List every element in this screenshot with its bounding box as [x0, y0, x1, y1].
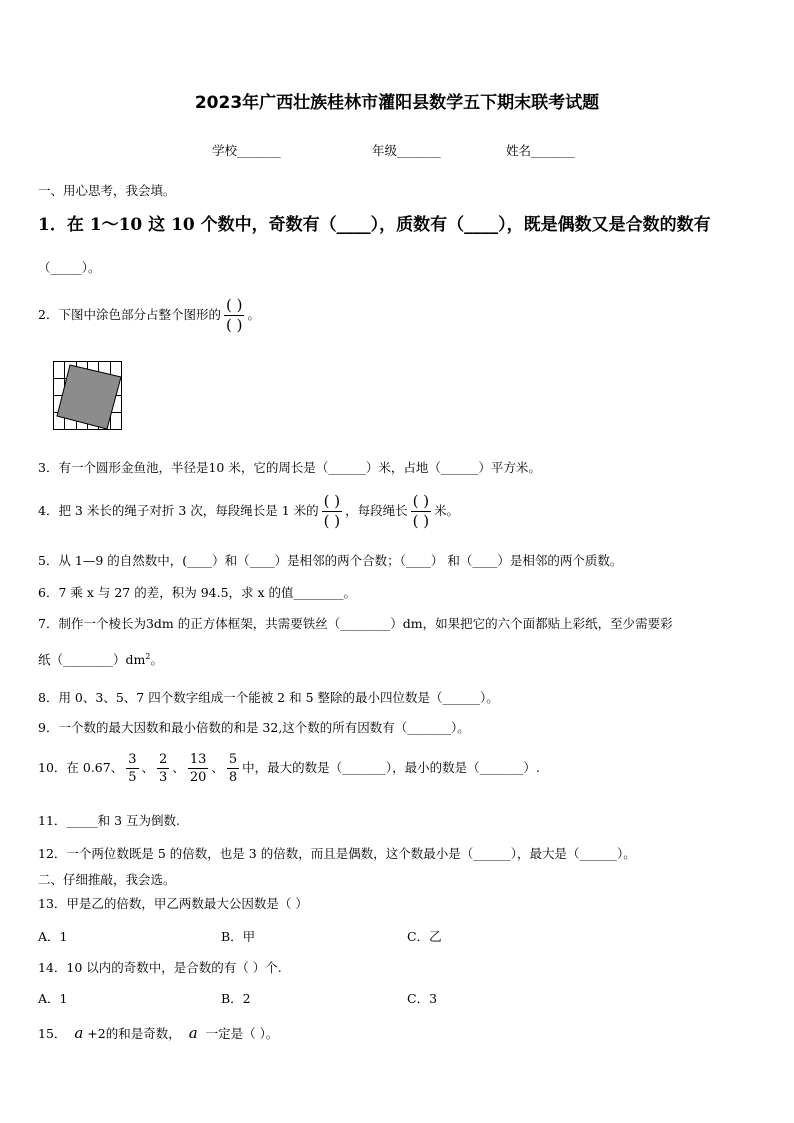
question-3: 3．有一个圆形金鱼池，半径是10 米，它的周长是（______）米，占地（______）平方米。 [38, 460, 541, 475]
question-12: 12．一个两位数既是 5 的倍数，也是 3 的倍数，而且是偶数，这个数最小是（______），最大是（______）。 [38, 846, 636, 861]
option-c[interactable]: C．3 [407, 991, 438, 1006]
option-a[interactable]: A．1 [38, 991, 68, 1006]
question-5: 5．从 1—9 的自然数中，(____）和（____）是相邻的两个合数；（____） 和（____）是相邻的两个质数。 [38, 553, 623, 568]
question-1-line-2: （_____）。 [38, 260, 101, 275]
question-15: 15． a +2的和是奇数， a 一定是（ ）。 [38, 1024, 279, 1042]
name-field[interactable]: 姓名_______ [506, 143, 575, 158]
question-11: 11．_____和 3 互为倒数. [38, 813, 181, 828]
option-b[interactable]: B．甲 [221, 929, 256, 944]
fraction-blank: $\frac{( )}{( )}$ [323, 492, 341, 530]
fraction: $\frac{5}{8}$ [228, 752, 238, 785]
question-7-line-1: 7．制作一个棱长为3dm 的正方体框架，共需要铁丝（________）dm，如果把它的六个面都贴上彩纸，至少需要彩 [38, 616, 673, 631]
page-title: 2023年广西壮族桂林市灌阳县数学五下期末联考试题 [194, 93, 600, 113]
question-14: 14．10 以内的奇数中，是合数的有（ ）个. [38, 960, 282, 975]
question-10: 10．在 0.67、 $\frac{3}{5}$ 、 $\frac{2}{3}$ 、 $\frac{13}{20}$ 、 $\frac{5}{8}$ 中，最大的数是（_______），最小的数是（_______）. [38, 752, 540, 785]
fraction: $\frac{3}{5}$ [128, 752, 137, 785]
question-7-line-2: 纸$(\_\_\_\_\_\_\_\_)dm^2$。 [38, 651, 163, 667]
question-2-text: 2．下图中涂色部分占整个图形的 [38, 307, 221, 322]
question-13: 13．甲是乙的倍数，甲乙两数最大公因数是（ ） [38, 896, 308, 911]
school-field[interactable]: 学校_______ [212, 143, 281, 158]
option-a[interactable]: A．1 [38, 929, 68, 944]
question-2: 2．下图中涂色部分占整个图形的 $\frac{( )}{( )}$ 。 [38, 296, 260, 334]
fraction: $\frac{2}{3}$ [159, 752, 168, 785]
fraction-blank: $\frac{( )}{( )}$ [412, 492, 430, 530]
shaded-square-figure [53, 361, 123, 431]
question-9: 9．一个数的最大因数和最小倍数的和是 32,这个数的所有因数有（_______）。 [38, 720, 470, 735]
question-8: 8．用 0、3、5、7 四个数字组成一个能被 2 和 5 整除的最小四位数是（______）。 [38, 690, 499, 705]
grade-field[interactable]: 年级_______ [372, 143, 441, 158]
fraction-blank: $\frac{( )}{( )}$ [225, 296, 243, 334]
question-4: 4．把 3 米长的绳子对折 3 次，每段绳长是 1 米的 $\frac{( )}{( )}$ ，每段绳长 $\frac{( )}{( )}$ 米。 [38, 492, 460, 530]
fraction: $\frac{13}{20}$ [189, 752, 207, 785]
section-heading-2: 二、仔细推敲，我会选。 [38, 872, 176, 887]
question-6: 6．7 乘 x 与 27 的差，积为 94.5，求 x 的值________。 [38, 585, 357, 600]
section-heading-1: 一、用心思考，我会填。 [38, 183, 176, 198]
option-c[interactable]: C．乙 [407, 929, 442, 944]
question-1-line-1: 1．在 1～10 这 10 个数中，奇数有（____），质数有（____），既是偶数又是合数的数有 [38, 215, 711, 235]
option-b[interactable]: B．2 [221, 991, 251, 1006]
